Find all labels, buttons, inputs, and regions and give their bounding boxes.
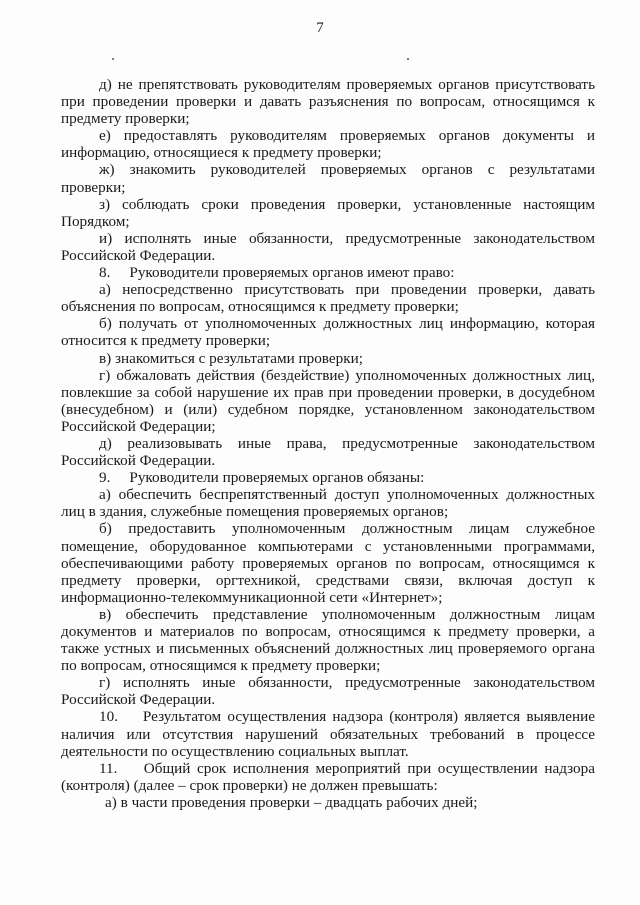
clause-9-g: г) исполнять иные обязанности, предусмотренные законодательством Российской Федерации.: [61, 674, 595, 709]
clause-11-a: а) в части проведения проверки – двадцать рабочих дней;: [105, 793, 478, 811]
clause-8-v: в) знакомиться с результатами проверки;: [99, 349, 363, 367]
clause-9-v: в) обеспечить представление уполномоченным должностным лицам документов и материалов по вопросам, относящимся к предмету проверки, а также устных и письменных объяснений должностных лиц проверяемого органа по вопросам, относящимся к предмету проверки;: [61, 605, 595, 675]
paragraph-e-provide-documents: е) предоставлять руководителям проверяемых органов документы и информацию, относящиеся к предмету проверки;: [61, 127, 595, 162]
clause-10: 10. Результатом осуществления надзора (контроля) является выявление наличия или отсутствия нарушений обязательных требований в процессе деятельности по осуществлению социальных выплат.: [61, 708, 595, 760]
page-number: 7: [316, 20, 324, 36]
clause-9-heading: 9. Руководители проверяемых органов обязаны:: [99, 469, 425, 487]
scan-speck: [407, 58, 409, 60]
clause-8-d: д) реализовывать иные права, предусмотренные законодательством Российской Федерации.: [61, 434, 595, 470]
clause-8-b: б) получать от уполномоченных должностных лиц информацию, которая относится к предмету проверки;: [61, 315, 595, 350]
clause-8-a: а) непосредственно присутствовать при проведении проверки, давать объяснения по вопросам, относящимся к предмету проверки;: [61, 281, 595, 316]
clause-9-b: б) предоставить уполномоченным должностным лицам служебное помещение, оборудованное компьютерами с установленными программами, обеспечивающими работу проверяемых органов по вопросам, относящимся к предмету проверки, оргтехникой, средствами связи, включая доступ к информационно-телекоммуникационной сети «Интернет»;: [61, 520, 595, 606]
clause-11: 11. Общий срок исполнения мероприятий при осуществлении надзора (контроля) (далее – срок проверки) не должен превышать:: [61, 759, 595, 794]
scan-speck: [112, 58, 114, 60]
paragraph-zh-acquaint-results: ж) знакомить руководителей проверяемых органов с результатами проверки;: [61, 161, 595, 196]
paragraph-i-other-duties: и) исполнять иные обязанности, предусмотренные законодательством Российской Федерации.: [61, 229, 595, 264]
clause-8-heading: 8. Руководители проверяемых органов имеют право:: [99, 264, 455, 282]
document-body: [61, 76, 595, 811]
paragraph-d-no-obstruction: д) не препятствовать руководителям проверяемых органов присутствовать при проведении проверки и давать разъяснения по вопросам, относящимся к предмету проверки;: [61, 76, 595, 128]
clause-8-g: г) обжаловать действия (бездействие) уполномоченных должностных лиц, повлекшие за собой нарушение их прав при проведении проверки, в досудебном (внесудебном) и (или) судебном порядке, установленном законодательством Российской Федерации;: [61, 366, 595, 435]
clause-9-a: а) обеспечить беспрепятственный доступ уполномоченных должностных лиц в здания, служебные помещения проверяемых органов;: [61, 486, 595, 521]
paragraph-z-observe-deadlines: з) соблюдать сроки проведения проверки, установленные настоящим Порядком;: [61, 195, 595, 230]
